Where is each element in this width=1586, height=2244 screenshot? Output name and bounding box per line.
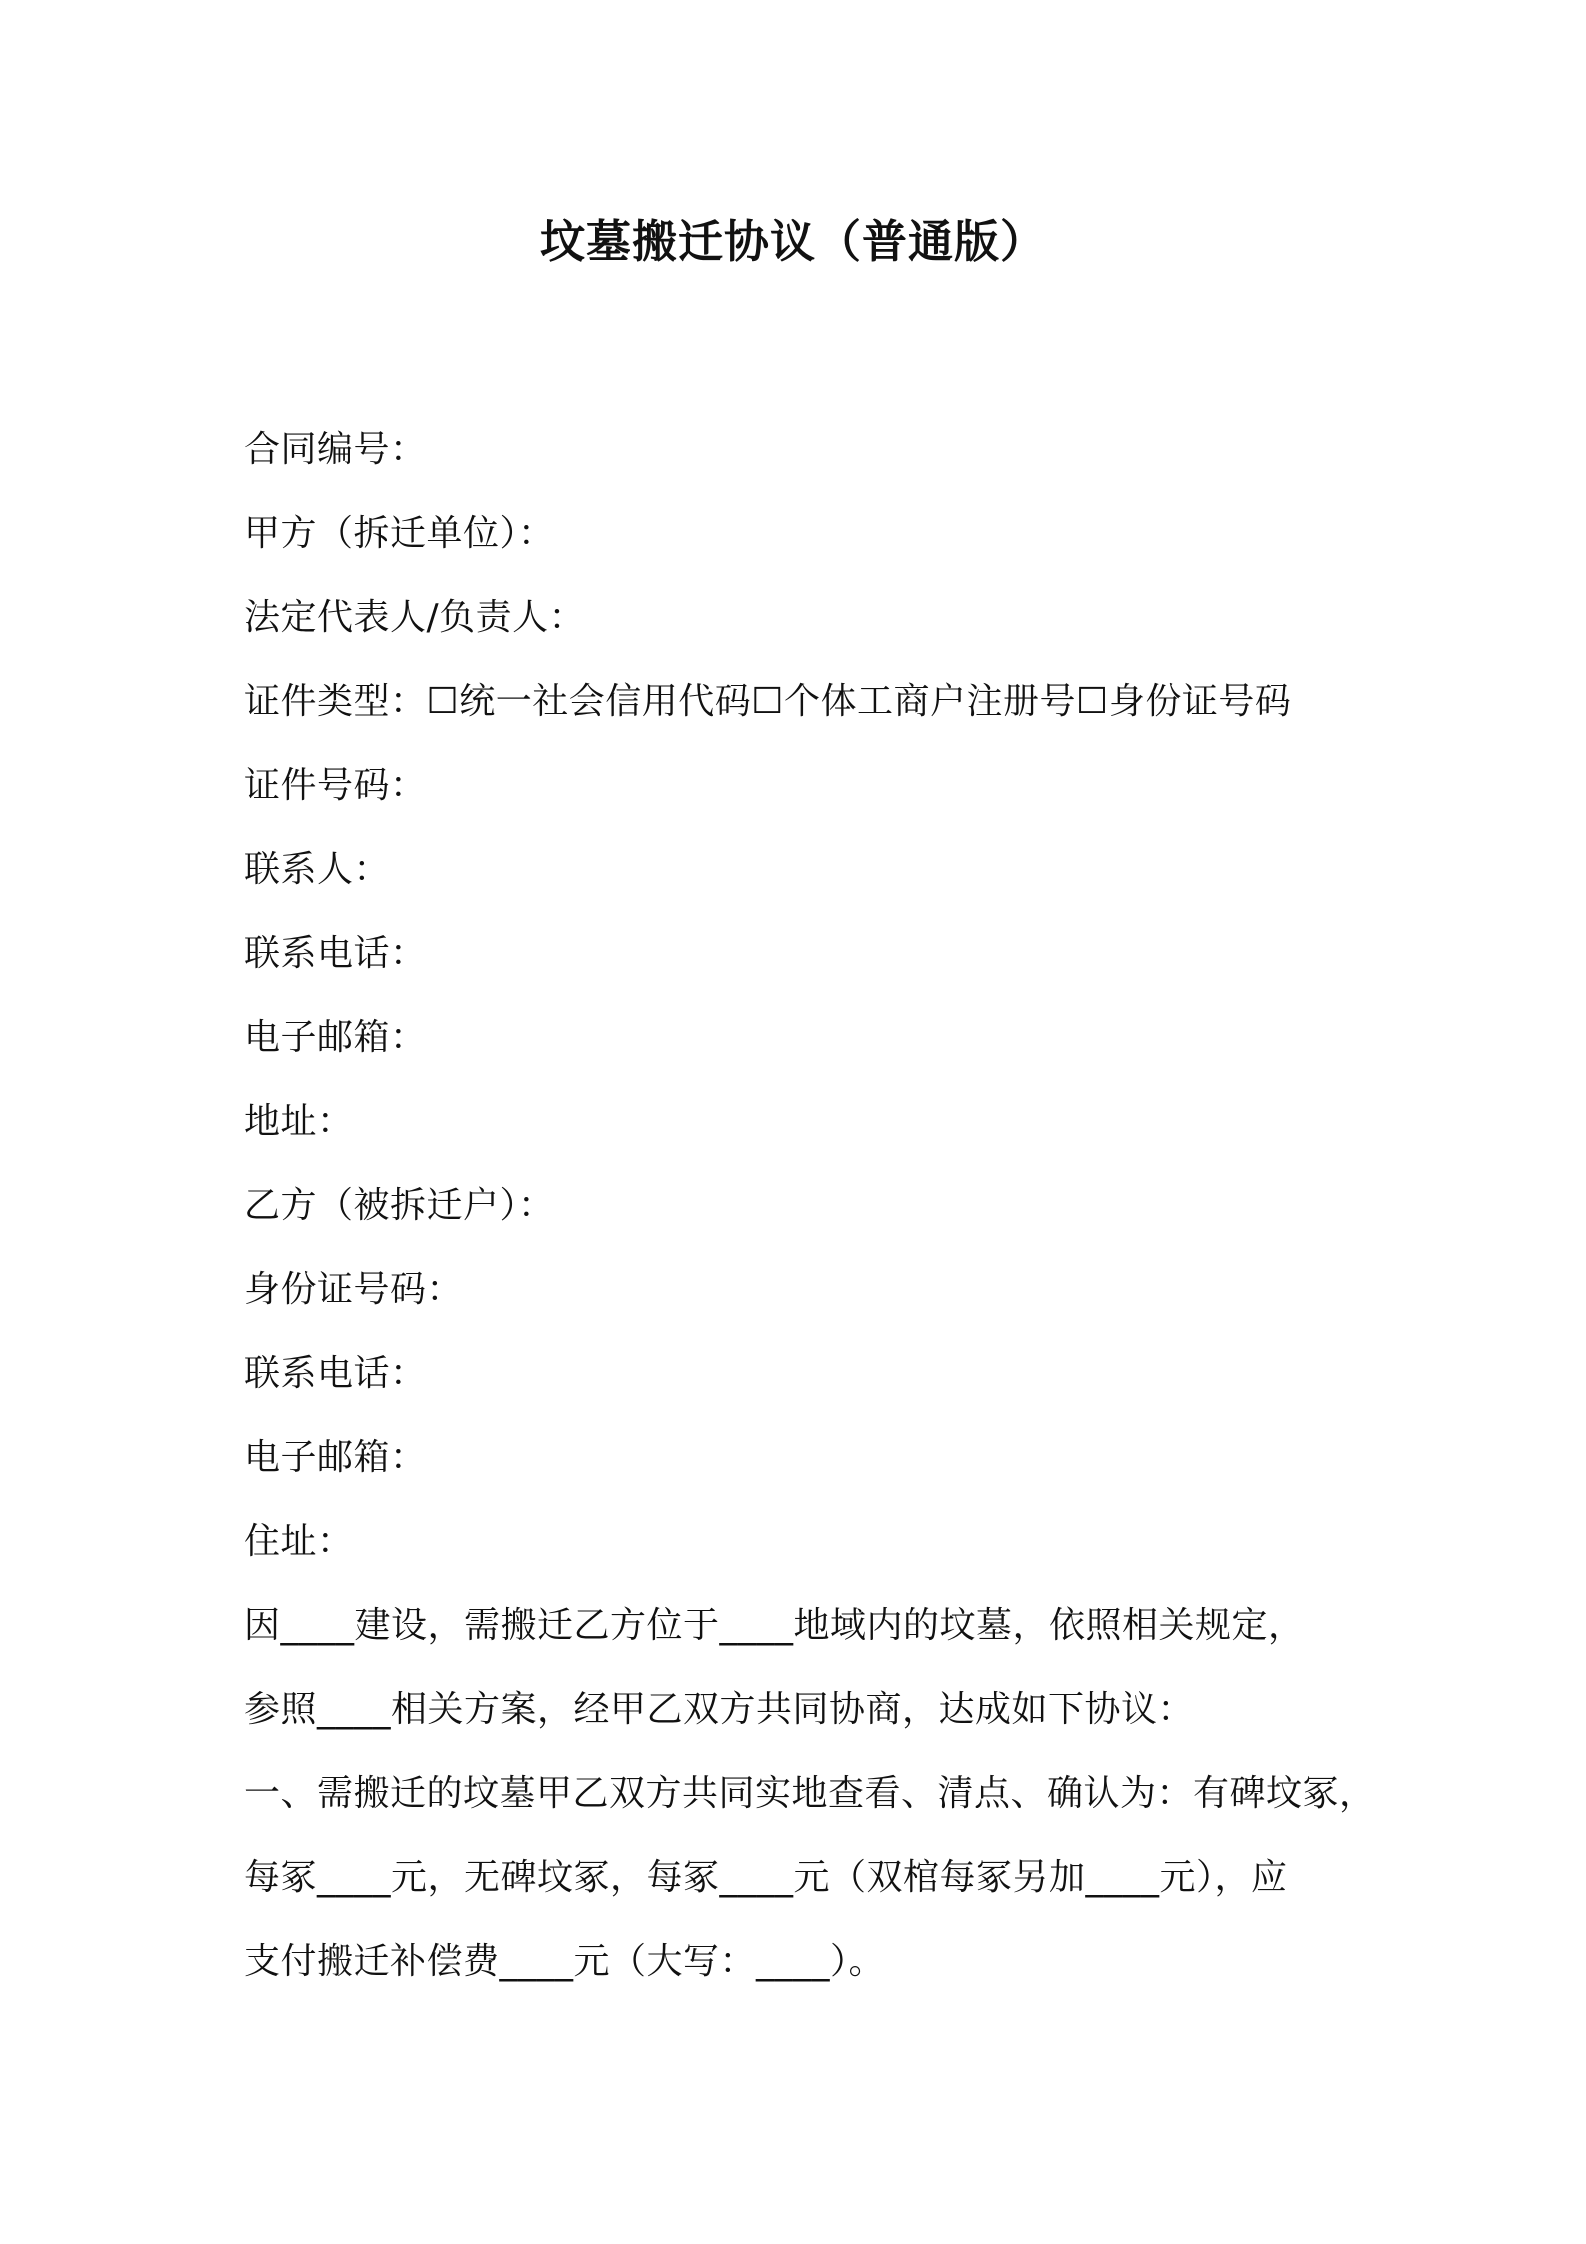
party-b-email-field: 电子邮箱： — [244, 1437, 427, 1478]
contract-number-field: 合同编号： — [244, 429, 427, 470]
party-b-field: 乙方（被拆迁户）： — [244, 1185, 555, 1226]
contact-person-field: 联系人： — [244, 849, 391, 890]
document-body — [244, 408, 1376, 2004]
document-title: 坟墓搬迁协议（普通版） — [539, 215, 1046, 268]
party-a-phone-field: 联系电话： — [244, 933, 427, 974]
id-type-field: 证件类型：☐统一社会信用代码☐个体工商户注册号☐身份证号码 — [244, 681, 1292, 722]
preamble-line-1: 因____建设，需搬迁乙方位于____地域内的坟墓，依照相关规定， — [244, 1605, 1305, 1646]
party-a-field: 甲方（拆迁单位）： — [244, 513, 555, 554]
id-number-field: 证件号码： — [244, 765, 427, 806]
clause-1-line-3: 支付搬迁补偿费____元（大写：____）。 — [244, 1941, 886, 1982]
legal-representative-field: 法定代表人/负责人： — [244, 597, 586, 638]
clause-1-line-2: 每冢____元，无碑坟冢，每冢____元（双棺每冢另加____元），应 — [244, 1857, 1288, 1898]
preamble-line-2: 参照____相关方案，经甲乙双方共同协商，达成如下协议： — [244, 1689, 1195, 1730]
party-b-phone-field: 联系电话： — [244, 1353, 427, 1394]
party-a-address-field: 地址： — [244, 1101, 354, 1142]
clause-1-line-1: 一、需搬迁的坟墓甲乙双方共同实地查看、清点、确认为：有碑坟冢， — [244, 1773, 1376, 1814]
party-a-email-field: 电子邮箱： — [244, 1017, 427, 1058]
party-b-address-field: 住址： — [244, 1521, 354, 1562]
party-b-id-number-field: 身份证号码： — [244, 1269, 464, 1310]
